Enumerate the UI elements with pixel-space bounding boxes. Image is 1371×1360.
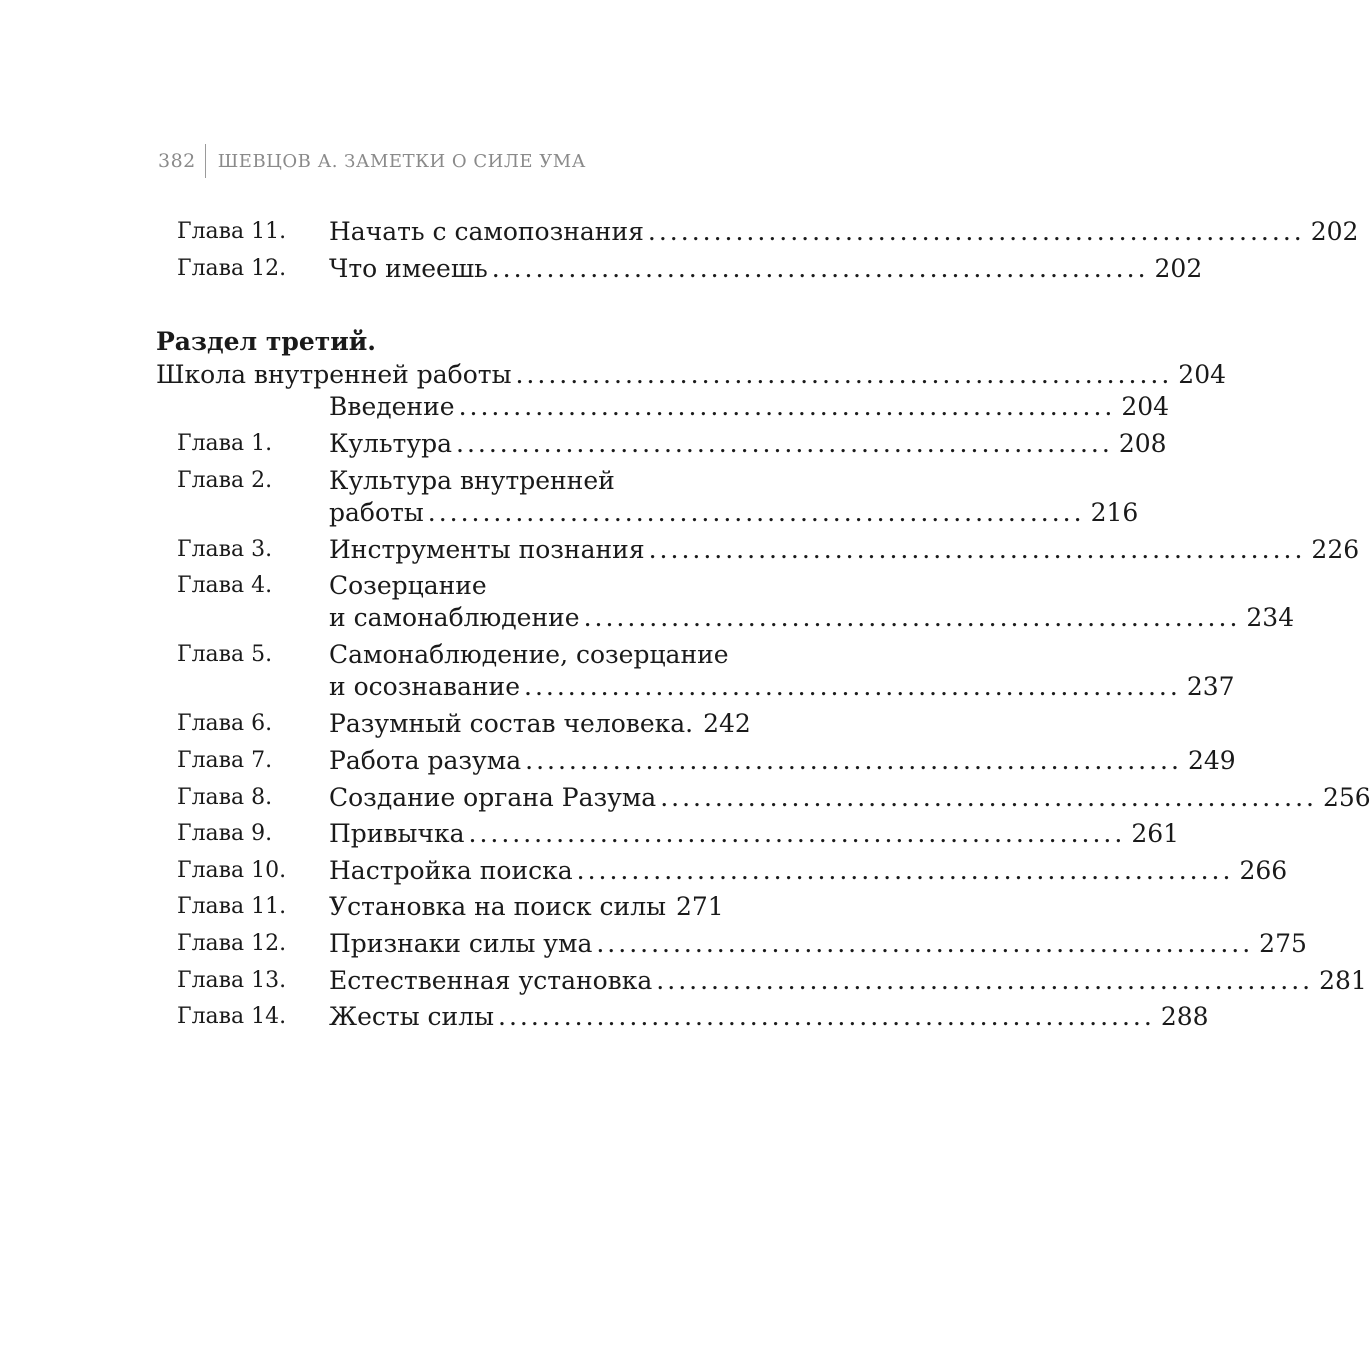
page-ref: 204 (1121, 392, 1170, 421)
page-ref: 275 (1259, 929, 1307, 958)
leader-dots: ............................................................ (468, 819, 1126, 848)
leader-dots: ............................................................ (647, 217, 1305, 246)
toc-line (329, 890, 724, 924)
chapter-label: Глава 9. (177, 821, 273, 846)
leader-dots: ............................................................ (648, 535, 1306, 564)
page-ref: 237 (1186, 672, 1235, 701)
page-ref: 271 (675, 892, 724, 921)
toc-line (329, 496, 1139, 530)
page-ref: 266 (1239, 856, 1288, 885)
chapter-title: Что имеешь (329, 254, 488, 283)
chapter-title: Создание органа Разума (329, 783, 657, 812)
chapter-label: Глава 10. (177, 858, 287, 883)
leader-dots: ............................................................ (491, 254, 1149, 283)
toc-line (329, 744, 1236, 778)
section-subtitle: Школа внутренней работы (156, 360, 512, 389)
page-ref: 216 (1090, 498, 1139, 527)
chapter-label: Глава 3. (177, 537, 273, 562)
toc-line (329, 781, 1371, 815)
chapter-label: Глава 6. (177, 711, 273, 736)
leader-dots: ............................................................ (515, 360, 1173, 389)
page-ref: 226 (1311, 535, 1360, 564)
leader-dots: ............................................................ (660, 783, 1317, 812)
leader-dots: ............................................................ (596, 929, 1254, 958)
chapter-label: Глава 1. (177, 431, 273, 456)
chapter-label: Глава 11. (177, 894, 287, 919)
chapter-label: Глава 13. (177, 968, 287, 993)
toc-line (329, 670, 1235, 704)
page-ref: 281 (1319, 966, 1367, 995)
chapter-title: Работа разума (329, 746, 522, 775)
chapter-label: Глава 14. (177, 1004, 287, 1029)
chapter-label: Глава 7. (177, 748, 273, 773)
page-ref: 261 (1131, 819, 1180, 848)
page-ref: 234 (1246, 603, 1295, 632)
chapter-label: Глава 12. (177, 931, 287, 956)
leader-dots: ............................................................ (498, 1002, 1155, 1031)
leader-dots: ............................................................ (656, 966, 1314, 995)
chapter-title-line1: Самонаблюдение, созерцание (329, 640, 729, 669)
toc-line (329, 707, 751, 741)
leader-dots: ............................................................ (576, 856, 1234, 885)
toc-line (329, 533, 1360, 567)
chapter-title: работы (329, 498, 424, 527)
chapter-title: Разумный состав человека. (329, 709, 694, 738)
chapter-title: и самонаблюдение (329, 603, 580, 632)
leader-dots: ............................................................ (456, 429, 1113, 458)
chapter-title: Привычка (329, 819, 465, 848)
toc-line (329, 601, 1295, 635)
chapter-label: Глава 2. (177, 468, 273, 493)
chapter-title: Инструменты познания (329, 535, 645, 564)
toc-line (329, 252, 1203, 286)
chapter-label: Глава 4. (177, 573, 273, 598)
chapter-title: Установка на поиск силы (329, 892, 666, 921)
running-title: ШЕВЦОВ А. ЗАМЕТКИ О СИЛЕ УМА (217, 150, 586, 172)
chapter-title-line1: Созерцание (329, 571, 487, 600)
page-ref: 204 (1178, 360, 1227, 389)
toc-line (329, 927, 1307, 961)
page-ref: 242 (703, 709, 751, 738)
chapter-label: Глава 8. (177, 785, 273, 810)
chapter-title: Жесты силы (329, 1002, 495, 1031)
toc-line (329, 427, 1167, 461)
section-heading: Раздел третий. (156, 327, 377, 356)
intro-title: Введение (329, 392, 455, 421)
toc-line (329, 215, 1359, 249)
page-ref: 249 (1187, 746, 1236, 775)
page-ref: 202 (1154, 254, 1203, 283)
chapter-title: Признаки силы ума (329, 929, 593, 958)
leader-dots: ............................................................ (524, 672, 1181, 701)
leader-dots: ............................................................ (583, 603, 1241, 632)
toc-line (329, 964, 1367, 998)
chapter-title: и осознавание (329, 672, 521, 701)
chapter-title-line1: Культура внутренней (329, 466, 615, 495)
leader-dots: ............................................................ (458, 392, 1116, 421)
page-ref: 288 (1160, 1002, 1209, 1031)
chapter-label: Глава 11. (177, 219, 287, 244)
chapter-title: Естественная установка (329, 966, 653, 995)
leader-dots: ............................................................ (427, 498, 1085, 527)
chapter-title: Начать с самопознания (329, 217, 644, 246)
leader-dots: ............................................................ (525, 746, 1182, 775)
chapter-label: Глава 12. (177, 256, 287, 281)
toc-line (329, 1000, 1209, 1034)
page-ref: 208 (1118, 429, 1167, 458)
toc-line (329, 854, 1288, 888)
chapter-title: Культура (329, 429, 452, 458)
page-ref: 202 (1310, 217, 1359, 246)
chapter-title: Настройка поиска (329, 856, 573, 885)
page-number: 382 (158, 150, 196, 172)
toc-line (329, 390, 1170, 424)
toc-line (329, 817, 1180, 851)
page-ref: 256 (1323, 783, 1371, 812)
toc-line (156, 358, 1227, 392)
chapter-label: Глава 5. (177, 642, 273, 667)
